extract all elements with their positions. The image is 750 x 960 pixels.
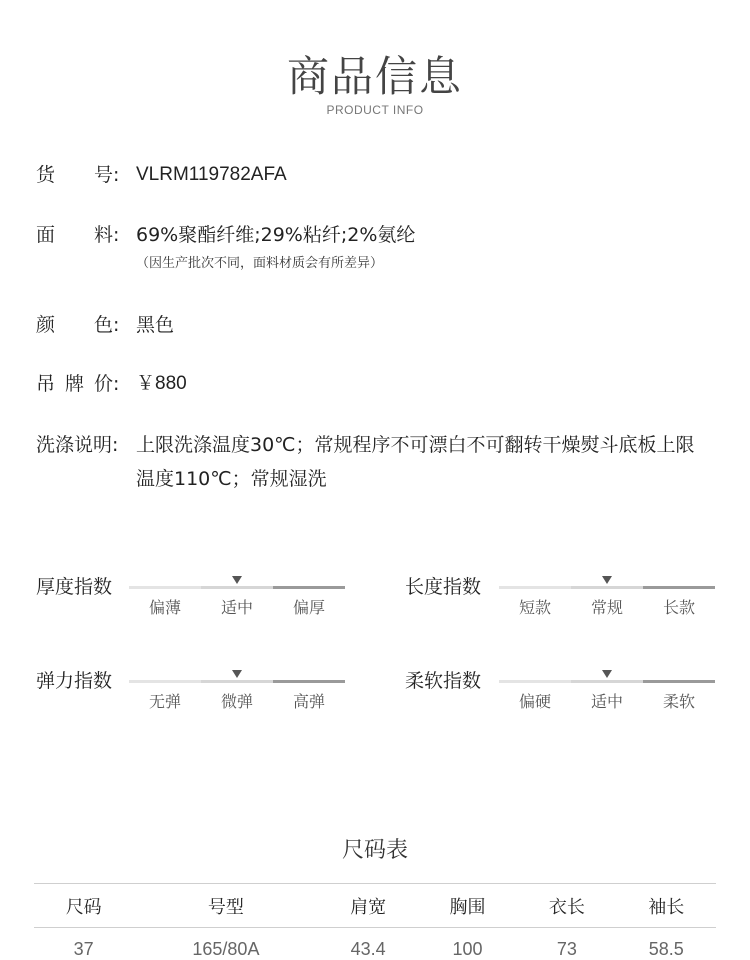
scale-segment [499, 586, 571, 589]
wash-label [36, 428, 136, 462]
scale-segment [201, 680, 273, 683]
fabric-row [36, 218, 720, 280]
column-header: 号型 [133, 884, 318, 928]
thickness-scale [129, 566, 345, 616]
table-cell: 58.5 [648, 939, 684, 960]
table-cell: 43.4 [350, 939, 386, 960]
table-row [34, 928, 716, 960]
elasticity-option: 微弹 [220, 692, 253, 711]
elasticity-scale [129, 660, 345, 710]
column-header: 胸围 [418, 884, 517, 928]
size-chart-title: 尺码表 [341, 838, 408, 863]
wash-row [36, 428, 720, 500]
table-cell: 100 [452, 939, 483, 960]
thickness-option: 偏薄 [148, 598, 181, 617]
scale-marker-icon [602, 576, 612, 584]
column-header: 袖长 [617, 884, 716, 928]
scale-segment [499, 680, 571, 683]
column-header: 衣长 [517, 884, 616, 928]
color-label [36, 308, 136, 342]
color-value: 黑色 [136, 314, 175, 336]
column-header: 尺码 [34, 884, 133, 928]
elasticity-option: 高弹 [292, 692, 325, 711]
sku-label [36, 158, 136, 192]
wash-line-1: 上限洗涤温度30℃；常规程序不可漂白不可翻转干燥熨斗底板上限 [136, 434, 695, 456]
page-title: 商品信息 [286, 52, 463, 101]
fabric-label [36, 218, 136, 252]
softness-label: 柔软指数 [405, 670, 482, 692]
elasticity-option: 无弹 [148, 692, 181, 711]
length-label: 长度指数 [405, 576, 482, 598]
wash-value [136, 428, 720, 496]
table-cell: 73 [556, 939, 577, 960]
length-scale [499, 566, 715, 616]
price-value: ￥880 [136, 373, 187, 394]
length-option: 长款 [662, 598, 695, 617]
scale-segment [273, 680, 345, 683]
scale-segment [643, 586, 715, 589]
sku-label-char-1: 货 [36, 164, 56, 186]
fabric-label-char-2: 料: [94, 224, 120, 246]
softness-scale [499, 660, 715, 710]
table-cell: 37 [73, 939, 94, 960]
scale-segment [129, 586, 201, 589]
length-option: 常规 [590, 598, 623, 617]
price-label [36, 367, 136, 401]
softness-option: 适中 [590, 692, 623, 711]
fabric-value: 69%聚酯纤维;29%粘纤;2%氨纶 [136, 224, 416, 246]
sku-label-char-2: 号: [94, 164, 120, 186]
fabric-label-char-1: 面 [36, 224, 56, 246]
scale-segment [129, 680, 201, 683]
color-label-char-1: 颜 [36, 314, 56, 336]
scale-marker-icon [602, 670, 612, 678]
price-label-char-1: 吊 [36, 373, 56, 395]
elasticity-label: 弹力指数 [36, 670, 113, 692]
scale-segment [643, 680, 715, 683]
scale-segment [571, 680, 643, 683]
size-chart-table [34, 883, 716, 960]
length-option: 短款 [518, 598, 551, 617]
scale-segment [273, 586, 345, 589]
thickness-option: 适中 [220, 598, 253, 617]
scale-marker-icon [232, 576, 242, 584]
column-header: 肩宽 [318, 884, 417, 928]
scale-segment [571, 586, 643, 589]
scale-segment [201, 586, 273, 589]
table-cell: 165/80A [192, 939, 260, 960]
price-label-char-2: 牌 [65, 373, 85, 395]
fabric-note: （因生产批次不同，面料材质会有所差异） [136, 256, 384, 271]
softness-option: 偏硬 [518, 692, 551, 711]
color-label-char-2: 色: [94, 314, 120, 336]
wash-line-2: 温度110℃；常规湿洗 [136, 468, 327, 490]
wash-label-text: 洗涤说明: [36, 434, 119, 456]
thickness-label: 厚度指数 [36, 576, 113, 598]
softness-option: 柔软 [662, 692, 695, 711]
scale-marker-icon [232, 670, 242, 678]
sku-value: VLRM119782AFA [136, 164, 287, 185]
size-chart-header-row [34, 884, 716, 928]
price-label-char-3: 价: [94, 373, 120, 395]
page-subtitle: PRODUCT INFO [326, 103, 424, 117]
thickness-option: 偏厚 [292, 598, 325, 617]
